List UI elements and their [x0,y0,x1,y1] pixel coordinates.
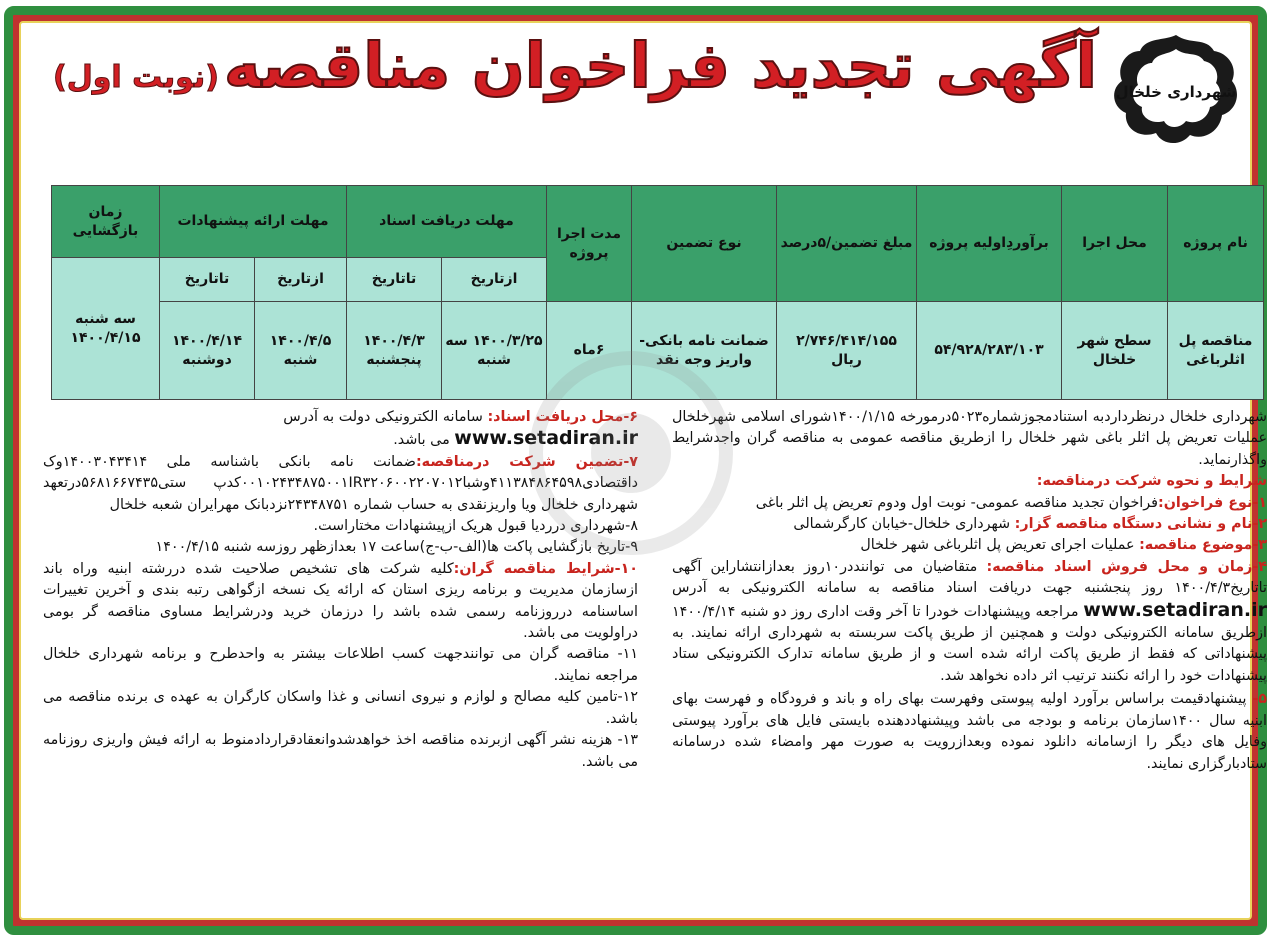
left-column [43,407,638,773]
th-doc-window: مهلت دریافت اسناد [347,186,547,258]
right-column [672,407,1267,775]
item-10 [43,559,638,645]
th-guarantee-type: نوع تضمین [632,186,777,302]
ad-body [43,407,1267,915]
th-guarantee-amount: مبلغ تضمین/۵درصد [777,186,917,302]
item-11: ۱۱- مناقصه گران می توانندجهت کسب اطلاعات بیشتر به واحدطرح و برنامه شهرداری خلخال مراجعه نمایند. [43,646,638,684]
item-3-label: ۳-موضوع مناقصه: [1139,537,1267,554]
logo-text: شهرداری خلخال [1115,83,1237,101]
item-6-label: ۶-محل دریافت اسناد: [487,409,638,425]
item-10-label: ۱۰-شرایط مناقصه گران: [453,560,639,577]
th-estimate: برآوردِاولیه پروژه [917,186,1062,302]
item-3-text: عملیات اجرای تعریض پل اثلرباغی شهر خلخال [860,537,1140,554]
th-duration: مدت اجرا پروژه [547,186,632,302]
th-offer-from: ازتاریخ [255,258,347,302]
td-guarantee-type: ضمانت نامه بانکی-واریز وجه نقد [632,302,777,400]
td-doc-from: ۱۴۰۰/۳/۲۵ سه شنبه [442,302,547,400]
item-7-text: ضمانت نامه بانکی باشناسه ملی ۱۴۰۰۳۰۴۳۴۱۴وک داقتصادی۴۱۱۳۸۴۸۶۴۵۹۸وشبا۰۰۱۰۲۴۳۴۸۷۵۰۰۱IR۳۲۰۶۰۰۲۲۰۷۰۱۲کدپ ستی۵۶۸۱۶۶۷۴۳۵درتعهد شهرداری خلخال ویا واریزنقدی به حساب شماره ۲۴۳۴۸۷۵۱نزدبانک مهرایران شعبه خلخال [43,453,638,513]
td-duration: ۶ماه [547,302,632,400]
item-5-text: پیشنهادقیمت براساس برآورد اولیه پیوستی وفهرست بهای راه و باند و فرودگاه و فهرست بهای ابنیه سال ۱۴۰۰سازمان برنامه و بودجه می باشد وپیشنهاددهنده بایستی فایل های برآورد پیوستی وفایل های دیگر را ازسامانه دانلود نموده وبعدازرویت به صورت مهر وامضاء شده درسامانه ستادبارگزاری نمایند. [672,691,1267,772]
td-location: سطح شهر خلخال [1062,302,1168,400]
td-offer-from: ۱۴۰۰/۴/۵ شنبه [255,302,347,400]
th-doc-to: تاتاریخ [347,258,442,302]
setadiran-link[interactable]: www.setadiran.ir [1083,598,1267,621]
item-6-text: سامانه الکترونیکی دولت به آدرس [283,409,488,425]
ad-title [50,29,1100,159]
item-1-label: ۱-نوع فراخوان: [1158,494,1267,511]
item-9: ۹-تاریخ بازگشایی پاکت ها(الف-ب-ج)ساعت ۱۷ بعدازظهر روزسه شنبه ۱۴۰۰/۴/۱۵ [155,539,638,556]
item-6-url-line [43,428,638,451]
item-12: ۱۲-تامین کلیه مصالح و لوازم و نیروی انسانی و غذا واسکان کارگران به عهده ی برنده مناقصه می باشد. [43,689,638,727]
th-location: محل اجرا [1062,186,1168,302]
item-1 [672,493,1267,514]
item-10-text: کلیه شرکت های تشخیص صلاحیت شده دررشته ابنیه وراه باند ازسازمان مدیریت و برنامه ریزی استان که ارائه یک نسخه ازگواهی رتبه بندی و آخرین تغییرات اساسنامه درروزنامه رسمی شده باشد را درزمان خرید ودرشرایط مساوی مناقصه گر بومی دراولویت می باشد. [43,560,638,642]
tender-table [51,185,1264,400]
item-5 [672,689,1267,775]
th-project: نام پروژه [1168,186,1264,302]
item-7-label: ۷-تضمین شرکت درمناقصه: [415,453,638,470]
item-8: ۸-شهرداری درردیا قبول هریک ازپیشنهادات مختاراست. [313,518,638,535]
td-opening: سه شنبه ۱۴۰۰/۴/۱۵ [52,258,160,400]
td-estimate: ۵۴/۹۲۸/۲۸۳/۱۰۳ [917,302,1062,400]
municipality-logo-icon [1110,31,1242,149]
title-round: (نوبت اول) [52,60,219,95]
th-offer-to: تاتاریخ [160,258,255,302]
conditions-heading: شرایط و نحوه شرکت درمناقصه: [1036,473,1267,490]
td-offer-to: ۱۴۰۰/۴/۱۴ دوشنبه [160,302,255,400]
th-opening: زمان بازگشایی [52,186,160,258]
ad-panel [19,21,1267,920]
item-2-text: شهرداری خلخال-خیابان کارگرشمالی [793,516,1015,533]
item-7 [43,452,638,516]
item-4-label: ۴-زمان و محل فروش اسناد مناقصه: [986,558,1267,575]
setadiran-link-2[interactable]: www.setadiran.ir [454,427,638,450]
td-guarantee-amount: ۲/۷۴۶/۴۱۴/۱۵۵ ریال [777,302,917,400]
item-6 [43,407,638,428]
item-13: ۱۳- هزینه نشر آگهی ازبرنده مناقصه اخذ خواهدشدوانعقادقراردادمنوط به ارائه فیش واریزی روزنامه می باشد. [43,732,638,770]
td-doc-to: ۱۴۰۰/۴/۳ پنجشنبه [347,302,442,400]
item-4 [672,557,1267,687]
item-1-text: فراخوان تجدید مناقصه عمومی- نوبت اول ودوم تعریض پل اثلر باغی [755,494,1158,511]
item-2 [672,514,1267,535]
item-5-label: ۵- [1252,691,1267,708]
title-main: آگهی تجدید فراخوان مناقصه [224,29,1098,102]
item-4-text-b: مراجعه وپیشنهادات خودرا تا آخر وقت اداری روز دو شنبه ۱۴۰۰/۴/۱۴ ازطریق سامانه الکترونیکی دولت و همچنین از طریق پاکت سربسته به شهرداری ارائه نمایند. به پیشنهاداتی که فقط از طریق پاکت ارائه شده است و از طریق سامانه تدارک الکترونیکی ستاد پیشنهادات خود را ارائه نکنند ترتیب اثر داده نخواهد شد. [672,603,1267,684]
item-6-tail: می باشد. [393,432,455,449]
table-row [52,302,1264,400]
th-offer-window: مهلت ارائه پیشنهادات [160,186,347,258]
th-doc-from: ازتاریخ [442,258,547,302]
item-4-text-a: متقاضیان می توانند‌در۱۰روز بعدازانتشاراین آگهی تاتاریخ۱۴۰۰/۴/۳ روز پنجشنبه جهت دریافت اسناد مناقصه به سامانه الکترونیکی به آدرس [672,558,1267,597]
intro-paragraph: شهرداری خلخال درنظرداردبه استنادمجوزشماره۵۰۲۳درمورخه ۱۴۰۰/۱/۱۵شورای اسلامی شهرخلخال عملیات تعریض پل اثلر باغی شهر خلخال را ازطریق مناقصه عمومی به مناقصه گران واجدشرایط واگذارنماید. [672,409,1267,468]
ad-frame [4,6,1267,935]
td-project: مناقصه پل اثلرباغی [1168,302,1264,400]
item-2-label: ۲-نام و نشانی دستگاه مناقصه گزار: [1014,516,1267,533]
item-3 [672,535,1267,556]
